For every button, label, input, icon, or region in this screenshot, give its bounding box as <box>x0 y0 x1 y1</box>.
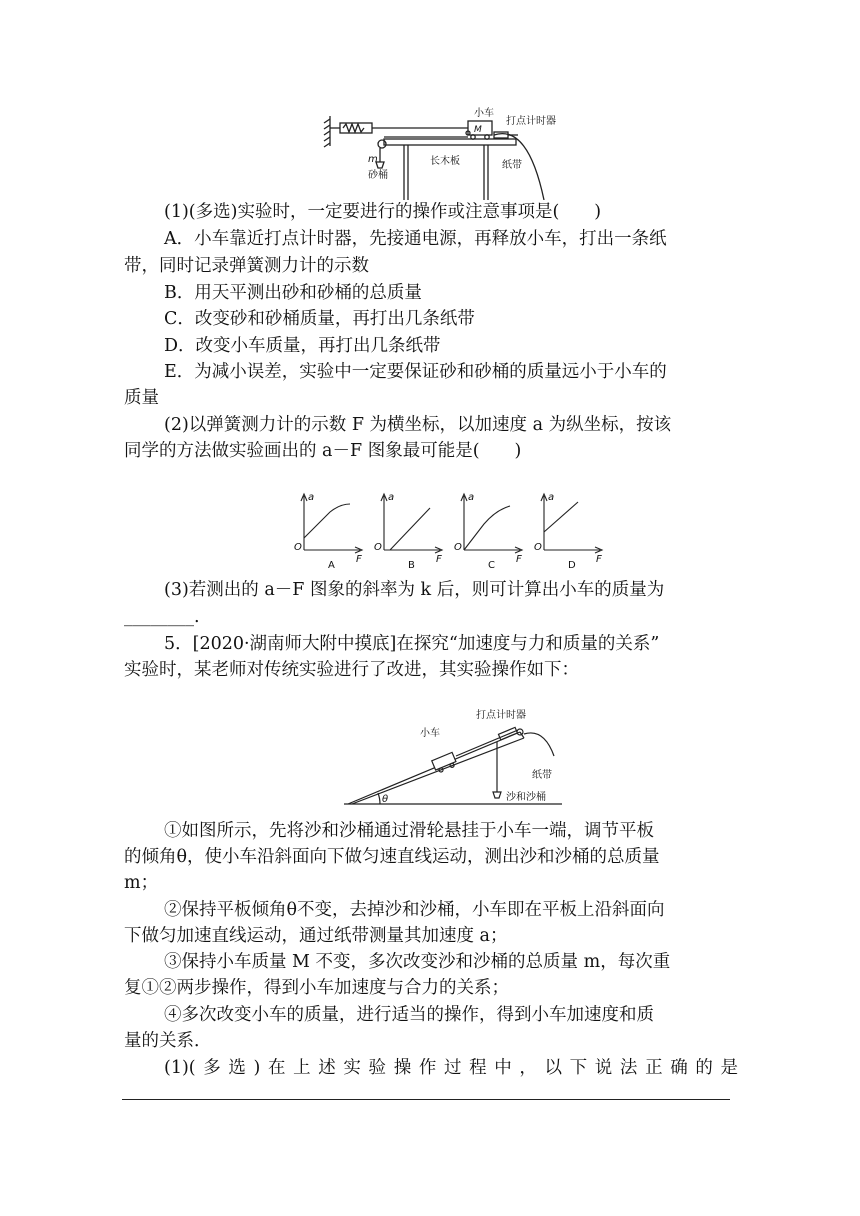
tape-label: 纸带 <box>502 160 522 171</box>
bottom-rule <box>122 1099 730 1100</box>
apparatus-figure-1 <box>318 104 578 200</box>
car-label: 小车 <box>474 108 494 119</box>
graph-c-curve <box>464 506 510 550</box>
step1-line2: 的倾角θ，使小车沿斜面向下做匀速直线运动，测出沙和沙桶的总质量 <box>124 847 660 867</box>
graph-b-axis-a: a <box>388 492 395 503</box>
graph-a-curve <box>304 504 350 538</box>
step1-line1: ①如图所示，先将沙和沙桶通过滑轮悬挂于小车一端，调节平板 <box>164 821 654 841</box>
fig2-tape-label: 纸带 <box>532 770 552 781</box>
graph-d-label: D <box>568 560 576 571</box>
q5-part1-heading: (1)(多选)在上述实验操作过程中，以下说法正确的是 <box>164 1058 738 1078</box>
graph-d-origin: O <box>534 542 542 553</box>
bucket-label: 砂桶 <box>368 170 388 181</box>
graph-b-axis-F: F <box>436 554 442 565</box>
step4-line1: ④多次改变小车的质量，进行适当的操作，得到小车加速度和质 <box>164 1005 654 1025</box>
q4-part2-line1: (2)以弹簧测力计的示数 F 为横坐标，以加速度 a 为纵坐标，按该 <box>164 415 672 435</box>
fig2-theta-label: θ <box>382 794 389 805</box>
graph-b-label: B <box>408 560 415 571</box>
graph-a-axis-F: F <box>356 554 362 565</box>
af-graphs-figure <box>290 488 610 572</box>
q4-part3-line1: (3)若测出的 a－F 图象的斜率为 k 后，则可计算出小车的质量为 <box>164 580 665 600</box>
fig2-sand-label: 沙和沙桶 <box>506 792 546 803</box>
graph-b-origin: O <box>374 542 382 553</box>
fig2-timer-label: 打点计时器 <box>476 710 526 721</box>
inclined-plane-figure <box>340 702 570 810</box>
graph-d-axis-a: a <box>548 492 555 503</box>
option-c: C．改变砂和砂桶质量，再打出几条纸带 <box>164 309 475 329</box>
car-mass-label: M <box>474 125 482 135</box>
graph-c-origin: O <box>454 542 462 553</box>
q5-intro-line2: 实验时，某老师对传统实验进行了改进，其实验操作如下： <box>124 660 579 680</box>
graph-a-axis-a: a <box>308 492 315 503</box>
option-b: B．用天平测出砂和砂桶的总质量 <box>164 283 422 303</box>
option-a-line1: A．小车靠近打点计时器，先接通电源，再释放小车，打出一条纸 <box>164 229 667 249</box>
step1-line3: m； <box>124 873 159 893</box>
m-label: m <box>368 154 378 165</box>
graph-d-axis-F: F <box>596 554 602 565</box>
option-e-line2: 质量 <box>124 388 159 408</box>
board-label: 长木板 <box>430 156 460 167</box>
graph-c-label: C <box>488 560 495 571</box>
fig2-car-label: 小车 <box>420 728 440 739</box>
graph-a-origin: O <box>294 542 302 553</box>
option-e-line1: E．为减小误差，实验中一定要保证砂和砂桶的质量远小于小车的 <box>164 362 667 382</box>
q5-intro-line1: 5．[2020·湖南师大附中摸底]在探究“加速度与力和质量的关系” <box>164 634 660 654</box>
timer-label: 打点计时器 <box>506 116 556 127</box>
q4-part3-blank: ________. <box>124 607 200 627</box>
step2-line2: 下做匀加速直线运动，通过纸带测量其加速度 a； <box>124 926 508 946</box>
option-a-line2: 带，同时记录弹簧测力计的示数 <box>124 256 369 276</box>
option-d: D．改变小车质量，再打出几条纸带 <box>164 336 441 356</box>
step4-line2: 量的关系． <box>124 1031 212 1051</box>
step3-line1: ③保持小车质量 M 不变，多次改变沙和沙桶的总质量 m，每次重 <box>164 952 671 972</box>
graph-d-line <box>544 502 578 532</box>
graph-b-line <box>390 508 430 550</box>
graph-c-axis-F: F <box>516 554 522 565</box>
graph-a-label: A <box>328 560 335 571</box>
step3-line2: 复①②两步操作，得到小车加速度与合力的关系； <box>124 978 509 998</box>
step2-line1: ②保持平板倾角θ不变，去掉沙和沙桶，小车即在平板上沿斜面向 <box>164 900 665 920</box>
graph-c-axis-a: a <box>468 492 475 503</box>
q4-part1-heading: (1)(多选)实验时，一定要进行的操作或注意事项是( ) <box>164 202 602 222</box>
q4-part2-line2: 同学的方法做实验画出的 a－F 图象最可能是( ) <box>124 441 522 461</box>
